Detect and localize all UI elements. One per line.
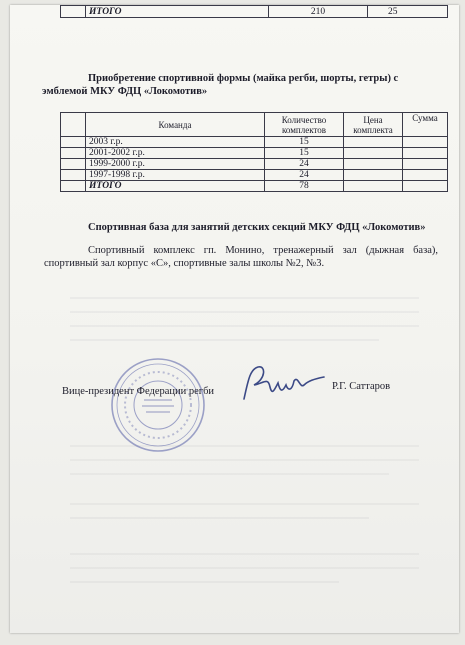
- total-qty: 78: [265, 181, 344, 192]
- total-label: ИТОГО: [86, 6, 269, 18]
- total-value: 25: [368, 6, 448, 18]
- bleed-through-line: [70, 553, 419, 555]
- qty-cell: 15: [265, 137, 344, 148]
- bleed-through-line: [70, 473, 389, 475]
- team-cell: 1999-2000 г.р.: [86, 159, 265, 170]
- uniform-table: [60, 112, 448, 192]
- price-cell: [344, 137, 403, 148]
- qty-cell: 24: [265, 159, 344, 170]
- column-header-team: Команда: [86, 113, 265, 137]
- table-row: [61, 159, 448, 170]
- table-cell: [61, 148, 86, 159]
- column-header-price: Цена комплекта: [344, 113, 403, 137]
- table-row: [61, 6, 448, 18]
- price-cell: [344, 159, 403, 170]
- team-cell: 2003 г.р.: [86, 137, 265, 148]
- bleed-through-line: [70, 297, 419, 299]
- table-row: [61, 137, 448, 148]
- table-header-row: [61, 113, 448, 137]
- table-cell: [61, 6, 86, 18]
- bleed-through-line: [70, 517, 369, 519]
- bleed-through-line: [70, 459, 419, 461]
- bleed-through-line: [70, 339, 379, 341]
- signatory-title: Вице-президент Федерации регби: [62, 386, 215, 397]
- price-cell: [344, 170, 403, 181]
- bleed-through-line: [70, 567, 419, 569]
- team-cell: 2001-2002 г.р.: [86, 148, 265, 159]
- column-header-sum: Сумма: [403, 113, 448, 137]
- bleed-through-line: [70, 311, 419, 313]
- uniform-heading: [42, 72, 442, 98]
- qty-cell: 24: [265, 170, 344, 181]
- bleed-through-line: [70, 503, 419, 505]
- document-page: [10, 5, 459, 633]
- heading-line: эмблемой МКУ ФДЦ «Локомотив»: [42, 86, 208, 97]
- table-cell: [61, 181, 86, 192]
- table-row: [61, 148, 448, 159]
- heading-line: Приобретение спортивной формы (майка регби, шорты, гетры) с: [88, 73, 399, 84]
- total-label: ИТОГО: [86, 181, 265, 192]
- totals-table-top: [60, 5, 448, 18]
- signatory-name: Р.Г. Саттаров: [332, 381, 391, 392]
- sum-cell: [403, 170, 448, 181]
- sum-cell: [403, 137, 448, 148]
- official-stamp: [108, 355, 208, 455]
- table-row: [61, 170, 448, 181]
- table-cell: [61, 159, 86, 170]
- column-header-qty: Количество комплектов: [265, 113, 344, 137]
- table-cell: [61, 137, 86, 148]
- handwritten-signature: [238, 361, 328, 405]
- sum-cell: [403, 148, 448, 159]
- sum-cell: [403, 181, 448, 192]
- price-cell: [344, 181, 403, 192]
- sport-base-text: Спортивный комплекс гп. Монино, тренажерный зал (дыжная база), спортивный зал корпус «С», спортивные залы школы №2, №3.: [44, 245, 438, 269]
- sum-cell: [403, 159, 448, 170]
- team-cell: 1997-1998 г.р.: [86, 170, 265, 181]
- table-total-row: [61, 181, 448, 192]
- sport-base-title: Спортивная база для занятий детских секций МКУ ФДЦ «Локомотив»: [88, 222, 426, 233]
- bleed-through-line: [70, 325, 419, 327]
- table-header-cell: [61, 113, 86, 137]
- table-cell: [61, 170, 86, 181]
- qty-cell: 15: [265, 148, 344, 159]
- price-cell: [344, 148, 403, 159]
- bleed-through-line: [70, 581, 339, 583]
- total-value: 210: [269, 6, 368, 18]
